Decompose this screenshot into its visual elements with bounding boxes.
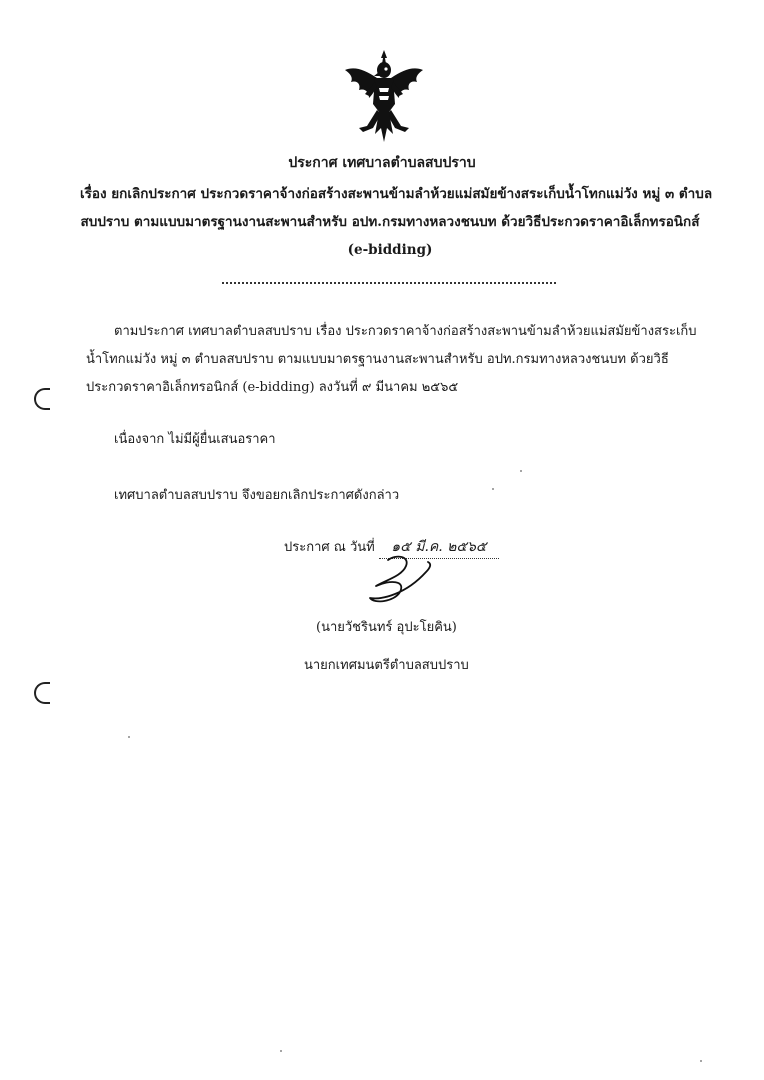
scan-speck [128,736,130,738]
scan-speck [520,470,522,472]
document-subject [80,180,713,264]
scan-speck [492,488,494,490]
signer-name: (นายวัชรินทร์ อุปะโยคิน) [316,620,457,635]
scan-speck [280,1050,282,1052]
paragraph-line-1: ตามประกาศ เทศบาลตำบลสบปราบ เรื่อง ประกวดราคาจ้างก่อสร้างสะพานข้ามลำห้วยแม่สมัยข้างสระเก็บ [114,324,697,339]
body-paragraph [86,318,702,402]
cancel-statement: เทศบาลตำบลสบปราบ จึงขอยกเลิกประกาศดังกล่าว [114,488,400,503]
paragraph-line-2: น้ำโทกแม่วัง หมู่ ๓ ตำบลสบปราบ ตามแบบมาตรฐานงานสะพานสำหรับ อปท.กรมทางหลวงชนบท ด้วยวิธี [86,352,669,367]
reason-text: เนื่องจาก ไม่มีผู้ยื่นเสนอราคา [114,432,276,447]
dotted-separator [222,282,556,284]
signer-position: นายกเทศมนตรีตำบลสบปราบ [304,658,469,673]
paragraph-line-3: ประกวดราคาอิเล็กทรอนิกส์ (e-bidding) ลงวันที่ ๙ มีนาคม ๒๕๖๕ [86,380,459,395]
punch-hole-mark [34,388,50,410]
announced-label: ประกาศ ณ วันที่ [284,540,375,555]
subject-line-2: สบปราบ ตามแบบมาตรฐานงานสะพานสำหรับ อปท.กรมทางหลวงชนบท ด้วยวิธีประกวดราคาอิเล็กทรอนิกส์ [80,214,700,230]
garuda-emblem-icon [341,48,427,146]
handwritten-signature [366,550,436,608]
announced-date: ๑๕ มี.ค. ๒๕๖๕ [379,536,499,559]
document-title: ประกาศ เทศบาลตำบลสบปราบ [288,155,476,171]
subject-line-3: (e-bidding) [347,242,433,258]
punch-hole-mark [34,682,50,704]
scan-speck [700,1060,702,1062]
subject-line-1: เรื่อง ยกเลิกประกาศ ประกวดราคาจ้างก่อสร้างสะพานข้ามลำห้วยแม่สมัยข้างสระเก็บน้ำโทกแม่วัง หมู่ ๓ ตำบล [80,186,713,202]
